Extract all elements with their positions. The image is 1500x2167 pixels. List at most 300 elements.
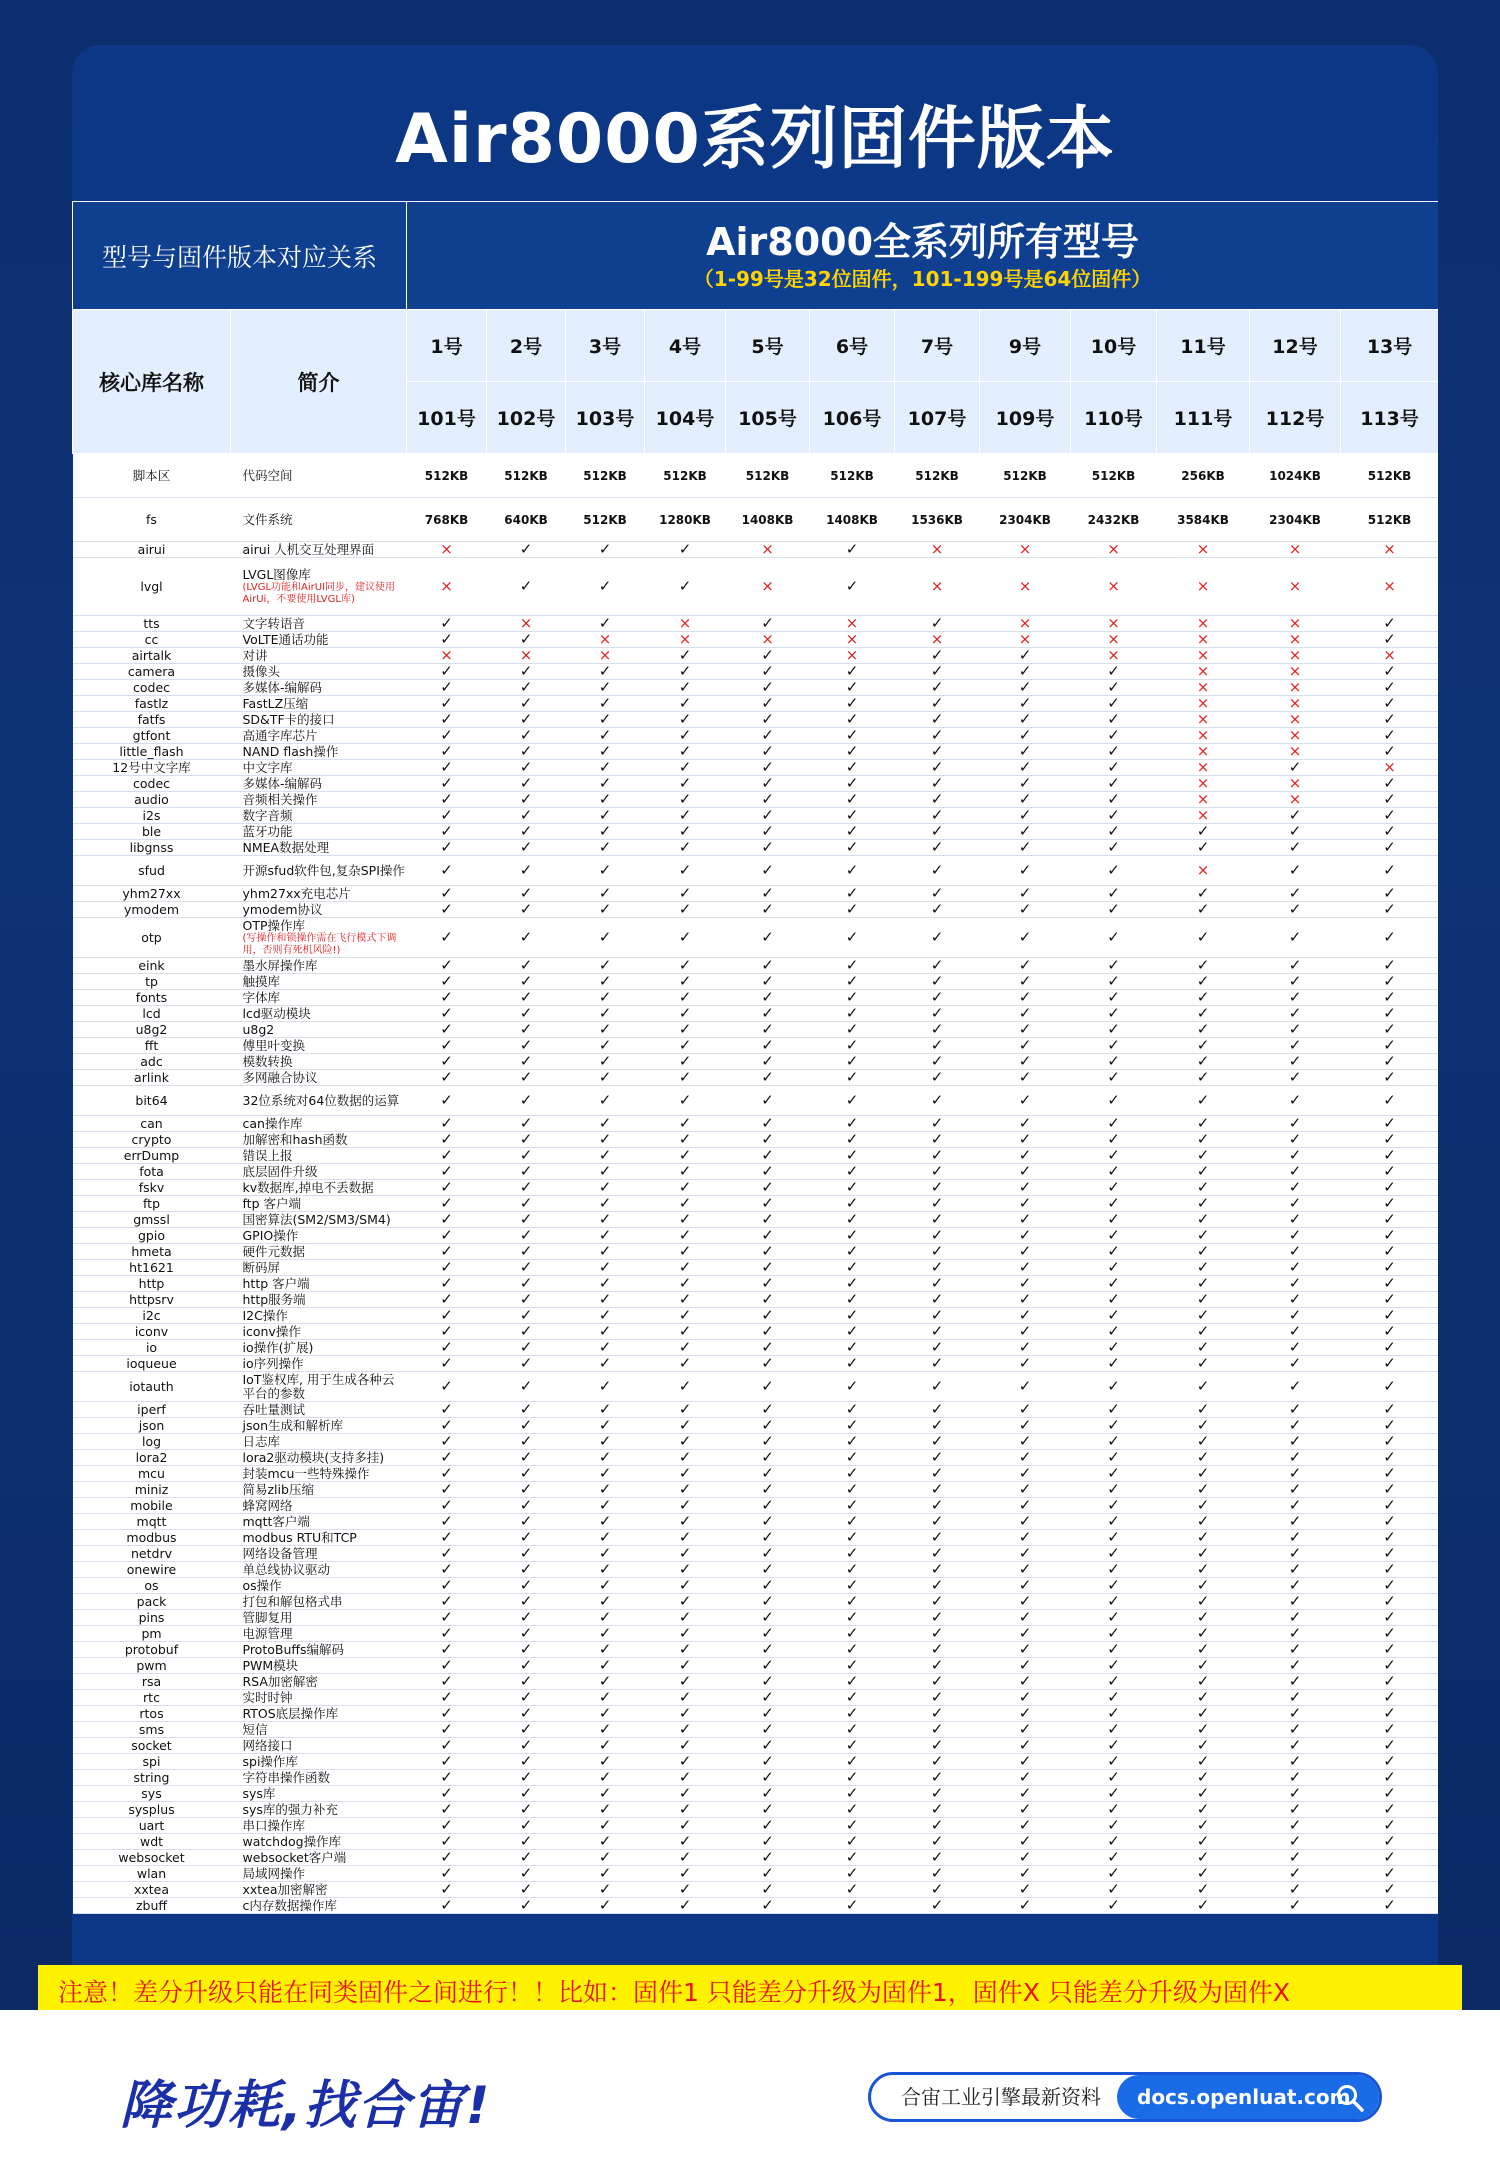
supported-check-icon: ✓ (678, 1752, 692, 1770)
lib-description (231, 1132, 407, 1148)
unsupported-cross-icon: × (845, 646, 859, 664)
supported-check-icon: ✓ (598, 1896, 612, 1914)
supported-check-icon: ✓ (678, 1624, 692, 1642)
lib-description (231, 974, 407, 990)
supported-check-icon: ✓ (1288, 1377, 1302, 1395)
supported-check-icon: ✓ (519, 1242, 533, 1260)
supported-check-icon: ✓ (1288, 1322, 1302, 1340)
supported-check-icon: ✓ (1107, 1162, 1120, 1180)
supported-check-icon: ✓ (930, 646, 944, 664)
lib-name: spi (73, 1754, 231, 1770)
supported-check-icon: ✓ (845, 1640, 859, 1658)
supported-check-icon: ✓ (1288, 1672, 1302, 1690)
supported-check-icon: ✓ (598, 1290, 612, 1308)
support-cell (1157, 1898, 1250, 1914)
supported-check-icon: ✓ (930, 1672, 944, 1690)
supported-check-icon: ✓ (1383, 1036, 1396, 1054)
supported-check-icon: ✓ (598, 1178, 612, 1196)
lib-name: errDump (73, 1148, 231, 1164)
table-row (73, 1180, 1439, 1196)
supported-check-icon: ✓ (678, 1736, 692, 1754)
docs-search-bar[interactable] (868, 2072, 1382, 2122)
support-cell (895, 918, 980, 958)
supported-check-icon: ✓ (440, 972, 453, 990)
supported-check-icon: ✓ (845, 662, 859, 680)
supported-check-icon: ✓ (1018, 1290, 1032, 1308)
supported-check-icon: ✓ (1018, 1752, 1032, 1770)
supported-check-icon: ✓ (1107, 1528, 1120, 1546)
supported-check-icon: ✓ (1383, 1880, 1396, 1898)
supported-check-icon: ✓ (1018, 1832, 1032, 1850)
supported-check-icon: ✓ (598, 1130, 612, 1148)
supported-check-icon: ✓ (1018, 1432, 1032, 1450)
lib-name: fota (73, 1164, 231, 1180)
supported-check-icon: ✓ (598, 1848, 612, 1866)
supported-check-icon: ✓ (1018, 1592, 1032, 1610)
magnifier-icon (1335, 2083, 1365, 2113)
supported-check-icon: ✓ (1196, 1496, 1210, 1514)
supported-check-icon: ✓ (598, 1377, 612, 1395)
unsupported-cross-icon: × (678, 630, 692, 648)
supported-check-icon: ✓ (1196, 1274, 1210, 1292)
table-row (73, 824, 1439, 840)
lib-description-text: io序列操作 (242, 1355, 304, 1371)
supported-check-icon: ✓ (1288, 1784, 1302, 1802)
supported-check-icon: ✓ (845, 1608, 859, 1626)
supported-check-icon: ✓ (1018, 726, 1032, 744)
table-row (73, 648, 1439, 664)
supported-check-icon: ✓ (1107, 1624, 1120, 1642)
supported-check-icon: ✓ (845, 577, 859, 595)
supported-check-icon: ✓ (761, 1496, 774, 1514)
supported-check-icon: ✓ (845, 1400, 859, 1418)
supported-check-icon: ✓ (1383, 1544, 1396, 1562)
supported-check-icon: ✓ (1288, 1560, 1302, 1578)
table-row (73, 1038, 1439, 1054)
supported-check-icon: ✓ (440, 928, 453, 946)
supported-check-icon: ✓ (519, 1624, 533, 1642)
supported-check-icon: ✓ (598, 1210, 612, 1228)
supported-check-icon: ✓ (761, 646, 774, 664)
supported-check-icon: ✓ (761, 1274, 774, 1292)
lib-name: uart (73, 1818, 231, 1834)
unsupported-cross-icon: × (1196, 646, 1210, 664)
supported-check-icon: ✓ (1383, 1242, 1396, 1260)
lib-description-text: io操作(扩展) (242, 1339, 314, 1355)
supported-check-icon: ✓ (1196, 1528, 1210, 1546)
table-row (73, 696, 1439, 712)
supported-check-icon: ✓ (845, 1624, 859, 1642)
supported-check-icon: ✓ (1288, 1306, 1302, 1324)
unsupported-cross-icon: × (1383, 758, 1396, 776)
supported-check-icon: ✓ (1288, 956, 1302, 974)
supported-check-icon: ✓ (1107, 1864, 1120, 1882)
supported-check-icon: ✓ (845, 1114, 859, 1132)
supported-check-icon: ✓ (519, 662, 533, 680)
supported-check-icon: ✓ (1018, 1528, 1032, 1546)
supported-check-icon: ✓ (598, 822, 612, 840)
supported-check-icon: ✓ (930, 1688, 944, 1706)
supported-check-icon: ✓ (930, 1274, 944, 1292)
table-row (73, 454, 1439, 498)
unsupported-cross-icon: × (1107, 630, 1120, 648)
lib-description (231, 1818, 407, 1834)
table-row (73, 1578, 1439, 1594)
supported-check-icon: ✓ (598, 1640, 612, 1658)
supported-check-icon: ✓ (678, 1400, 692, 1418)
supported-check-icon: ✓ (1107, 710, 1120, 728)
supported-check-icon: ✓ (1288, 1640, 1302, 1658)
supported-check-icon: ✓ (1018, 1784, 1032, 1802)
supported-check-icon: ✓ (1018, 1210, 1032, 1228)
support-cell (407, 840, 487, 856)
lib-name: sfud (73, 856, 231, 886)
supported-check-icon: ✓ (440, 1848, 453, 1866)
support-cell (1071, 840, 1157, 856)
lib-description-text: 墨水屏操作库 (242, 957, 318, 973)
unsupported-cross-icon: × (1288, 614, 1302, 632)
supported-check-icon: ✓ (761, 1848, 774, 1866)
lib-name: airui (73, 542, 231, 558)
unsupported-cross-icon: × (1107, 577, 1120, 595)
support-cell (1250, 542, 1341, 558)
support-cell (1341, 1356, 1438, 1372)
lib-name: ftp (73, 1196, 231, 1212)
lib-name: iconv (73, 1324, 231, 1340)
supported-check-icon: ✓ (845, 1736, 859, 1754)
supported-check-icon: ✓ (845, 1896, 859, 1914)
supported-check-icon: ✓ (930, 988, 944, 1006)
supported-check-icon: ✓ (1018, 1896, 1032, 1914)
support-cell (980, 1070, 1071, 1086)
lib-description (231, 1340, 407, 1356)
table-row (73, 776, 1439, 792)
supported-check-icon: ✓ (1288, 758, 1302, 776)
supported-check-icon: ✓ (440, 806, 453, 824)
lib-name: fastlz (73, 696, 231, 712)
supported-check-icon: ✓ (598, 1226, 612, 1244)
supported-check-icon: ✓ (440, 1338, 453, 1356)
supported-check-icon: ✓ (678, 806, 692, 824)
table-row (73, 1244, 1439, 1260)
supported-check-icon: ✓ (678, 928, 692, 946)
table-row (73, 1594, 1439, 1610)
supported-check-icon: ✓ (1383, 1091, 1396, 1109)
supported-check-icon: ✓ (440, 1656, 453, 1674)
supported-check-icon: ✓ (1383, 1640, 1396, 1658)
lib-description-text: 触摸库 (242, 973, 281, 989)
docs-search-label: 合宙工业引擎最新资料 (901, 2085, 1101, 2109)
lib-name: pack (73, 1594, 231, 1610)
supported-check-icon: ✓ (598, 1036, 612, 1054)
supported-check-icon: ✓ (598, 1496, 612, 1514)
supported-check-icon: ✓ (678, 1864, 692, 1882)
lib-warning-note: (写操作和锁操作需在飞行模式下调用，否则有死机风险!) (242, 932, 397, 956)
supported-check-icon: ✓ (930, 1720, 944, 1738)
supported-check-icon: ✓ (678, 774, 692, 792)
supported-check-icon: ✓ (598, 1560, 612, 1578)
unsupported-cross-icon: × (1196, 758, 1210, 776)
supported-check-icon: ✓ (930, 1162, 944, 1180)
lib-name: os (73, 1578, 231, 1594)
supported-check-icon: ✓ (930, 1036, 944, 1054)
supported-check-icon: ✓ (678, 1020, 692, 1038)
lib-description (231, 1292, 407, 1308)
supported-check-icon: ✓ (1107, 1274, 1120, 1292)
supported-check-icon: ✓ (519, 577, 533, 595)
supported-check-icon: ✓ (930, 1592, 944, 1610)
support-cell (1157, 558, 1250, 616)
lib-description-text: 中文字库 (242, 759, 293, 775)
supported-check-icon: ✓ (598, 1624, 612, 1642)
lib-description (231, 856, 407, 886)
unsupported-cross-icon: × (1288, 662, 1302, 680)
supported-check-icon: ✓ (930, 1448, 944, 1466)
supported-check-icon: ✓ (930, 861, 944, 879)
supported-check-icon: ✓ (930, 678, 944, 696)
lib-description-text: u8g2 (242, 1021, 275, 1037)
supported-check-icon: ✓ (761, 1020, 774, 1038)
supported-check-icon: ✓ (440, 1052, 453, 1070)
supported-check-icon: ✓ (1107, 1036, 1120, 1054)
unsupported-cross-icon: × (1196, 540, 1210, 558)
supported-check-icon: ✓ (845, 1592, 859, 1610)
supported-check-icon: ✓ (1018, 1226, 1032, 1244)
unsupported-cross-icon: × (1383, 540, 1396, 558)
lib-description (231, 1324, 407, 1340)
supported-check-icon: ✓ (1196, 1052, 1210, 1070)
support-cell (980, 1898, 1071, 1914)
unsupported-cross-icon: × (1196, 861, 1210, 879)
supported-check-icon: ✓ (598, 1544, 612, 1562)
model-64bit-header: 105号 (726, 382, 810, 454)
unsupported-cross-icon: × (440, 577, 453, 595)
supported-check-icon: ✓ (1196, 1306, 1210, 1324)
unsupported-cross-icon: × (1196, 662, 1210, 680)
model-32bit-header: 12号 (1250, 310, 1341, 382)
supported-check-icon: ✓ (845, 694, 859, 712)
supported-check-icon: ✓ (678, 972, 692, 990)
model-64bit-header: 110号 (1071, 382, 1157, 454)
support-cell (980, 1356, 1071, 1372)
supported-check-icon: ✓ (678, 1528, 692, 1546)
supported-check-icon: ✓ (1107, 956, 1120, 974)
supported-check-icon: ✓ (519, 1178, 533, 1196)
lib-description (231, 1722, 407, 1738)
lib-description-text: 傅里叶变换 (242, 1037, 306, 1053)
lib-description-text: 管脚复用 (242, 1609, 293, 1625)
table-row (73, 760, 1439, 776)
supported-check-icon: ✓ (1018, 1258, 1032, 1276)
supported-check-icon: ✓ (519, 1832, 533, 1850)
lib-name: iperf (73, 1402, 231, 1418)
lib-description (231, 1260, 407, 1276)
supported-check-icon: ✓ (519, 1052, 533, 1070)
supported-check-icon: ✓ (678, 1512, 692, 1530)
supported-check-icon: ✓ (1196, 1178, 1210, 1196)
supported-check-icon: ✓ (845, 1338, 859, 1356)
size-value: 256KB (1157, 454, 1250, 498)
supported-check-icon: ✓ (761, 1816, 774, 1834)
lib-name: pwm (73, 1658, 231, 1674)
supported-check-icon: ✓ (1107, 1416, 1120, 1434)
supported-check-icon: ✓ (1196, 1210, 1210, 1228)
supported-check-icon: ✓ (440, 861, 453, 879)
support-cell (1341, 856, 1438, 886)
model-32bit-header: 3号 (566, 310, 645, 382)
supported-check-icon: ✓ (930, 972, 944, 990)
supported-check-icon: ✓ (1196, 1036, 1210, 1054)
lib-description-text: 日志库 (242, 1433, 281, 1449)
lib-description (231, 1228, 407, 1244)
supported-check-icon: ✓ (440, 1194, 453, 1212)
supported-check-icon: ✓ (598, 726, 612, 744)
supported-check-icon: ✓ (598, 988, 612, 1006)
supported-check-icon: ✓ (930, 1306, 944, 1324)
supported-check-icon: ✓ (678, 1416, 692, 1434)
supported-check-icon: ✓ (519, 1528, 533, 1546)
supported-check-icon: ✓ (678, 662, 692, 680)
supported-check-icon: ✓ (1107, 1736, 1120, 1754)
lib-description (231, 1402, 407, 1418)
supported-check-icon: ✓ (678, 1146, 692, 1164)
supported-check-icon: ✓ (519, 900, 533, 918)
supported-check-icon: ✓ (1383, 1608, 1396, 1626)
support-cell (1341, 1372, 1438, 1402)
support-cell (645, 1356, 726, 1372)
lib-description (231, 1594, 407, 1610)
supported-check-icon: ✓ (1196, 1848, 1210, 1866)
supported-check-icon: ✓ (440, 1020, 453, 1038)
supported-check-icon: ✓ (1196, 1448, 1210, 1466)
supported-check-icon: ✓ (1107, 1146, 1120, 1164)
supported-check-icon: ✓ (519, 1322, 533, 1340)
unsupported-cross-icon: × (845, 630, 859, 648)
supported-check-icon: ✓ (1288, 1800, 1302, 1818)
supported-check-icon: ✓ (1018, 694, 1032, 712)
supported-check-icon: ✓ (519, 1130, 533, 1148)
lib-description (231, 1706, 407, 1722)
unsupported-cross-icon: × (1196, 678, 1210, 696)
supported-check-icon: ✓ (930, 1146, 944, 1164)
supported-check-icon: ✓ (761, 694, 774, 712)
supported-check-icon: ✓ (1018, 1091, 1032, 1109)
supported-check-icon: ✓ (1107, 1672, 1120, 1690)
table-row (73, 1324, 1439, 1340)
supported-check-icon: ✓ (1196, 1338, 1210, 1356)
lib-description-text: 对讲 (242, 647, 268, 663)
lib-name: codec (73, 680, 231, 696)
lib-name: 12号中文字库 (73, 760, 231, 776)
table-row (73, 1132, 1439, 1148)
supported-check-icon: ✓ (930, 806, 944, 824)
supported-check-icon: ✓ (1107, 1052, 1120, 1070)
docs-link[interactable] (1117, 2075, 1379, 2119)
unsupported-cross-icon: × (930, 540, 944, 558)
lib-description (231, 1674, 407, 1690)
lib-description-text: 硬件元数据 (242, 1243, 306, 1259)
lib-description-text: json生成和解析库 (242, 1417, 344, 1433)
supported-check-icon: ✓ (1018, 1800, 1032, 1818)
supported-check-icon: ✓ (761, 1864, 774, 1882)
lib-description-text: 短信 (242, 1721, 268, 1737)
supported-check-icon: ✓ (845, 1306, 859, 1324)
supported-check-icon: ✓ (1107, 972, 1120, 990)
support-cell (980, 558, 1071, 616)
unsupported-cross-icon: × (1288, 646, 1302, 664)
supported-check-icon: ✓ (440, 1736, 453, 1754)
supported-check-icon: ✓ (1288, 1052, 1302, 1070)
support-cell (1157, 1372, 1250, 1402)
supported-check-icon: ✓ (1288, 1848, 1302, 1866)
table-row (73, 1402, 1439, 1418)
support-cell (1341, 558, 1438, 616)
supported-check-icon: ✓ (519, 1338, 533, 1356)
lib-description-text: sys库的强力补充 (242, 1801, 338, 1817)
lib-name: hmeta (73, 1244, 231, 1260)
table-row (73, 1418, 1439, 1434)
supported-check-icon: ✓ (678, 1377, 692, 1395)
supported-check-icon: ✓ (1383, 1400, 1396, 1418)
supported-check-icon: ✓ (598, 1432, 612, 1450)
supported-check-icon: ✓ (1018, 806, 1032, 824)
supported-check-icon: ✓ (930, 1816, 944, 1834)
lib-description (231, 1038, 407, 1054)
supported-check-icon: ✓ (678, 1274, 692, 1292)
supported-check-icon: ✓ (1018, 1880, 1032, 1898)
supported-check-icon: ✓ (1018, 1816, 1032, 1834)
supported-check-icon: ✓ (678, 1672, 692, 1690)
supported-check-icon: ✓ (1018, 1036, 1032, 1054)
table-row (73, 728, 1439, 744)
table-row (73, 1866, 1439, 1882)
supported-check-icon: ✓ (845, 1576, 859, 1594)
supported-check-icon: ✓ (519, 1258, 533, 1276)
table-row (73, 808, 1439, 824)
lib-description-text: lcd驱动模块 (242, 1005, 311, 1021)
supported-check-icon: ✓ (598, 884, 612, 902)
lib-description (231, 1610, 407, 1626)
lib-description (231, 542, 407, 558)
supported-check-icon: ✓ (598, 1672, 612, 1690)
supported-check-icon: ✓ (845, 678, 859, 696)
supported-check-icon: ✓ (1107, 1130, 1120, 1148)
lib-description-text: 错误上报 (242, 1147, 293, 1163)
supported-check-icon: ✓ (1018, 1448, 1032, 1466)
supported-check-icon: ✓ (598, 1832, 612, 1850)
supported-check-icon: ✓ (1018, 861, 1032, 879)
unsupported-cross-icon: × (1288, 678, 1302, 696)
supported-check-icon: ✓ (1018, 884, 1032, 902)
lib-description (231, 680, 407, 696)
supported-check-icon: ✓ (930, 1768, 944, 1786)
lib-description (231, 712, 407, 728)
table-row (73, 1530, 1439, 1546)
upgrade-notice: 注意！差分升级只能在同类固件之间进行！！比如：固件1 只能差分升级为固件1，固件X 只能差分升级为固件X (38, 1965, 1462, 2021)
supported-check-icon: ✓ (440, 678, 453, 696)
supported-check-icon: ✓ (845, 900, 859, 918)
supported-check-icon: ✓ (519, 806, 533, 824)
support-cell (407, 918, 487, 958)
supported-check-icon: ✓ (1196, 1020, 1210, 1038)
supported-check-icon: ✓ (761, 1091, 774, 1109)
supported-check-icon: ✓ (761, 1896, 774, 1914)
supported-check-icon: ✓ (598, 900, 612, 918)
supported-check-icon: ✓ (678, 1656, 692, 1674)
supported-check-icon: ✓ (761, 1004, 774, 1022)
supported-check-icon: ✓ (598, 1688, 612, 1706)
supported-check-icon: ✓ (930, 1242, 944, 1260)
